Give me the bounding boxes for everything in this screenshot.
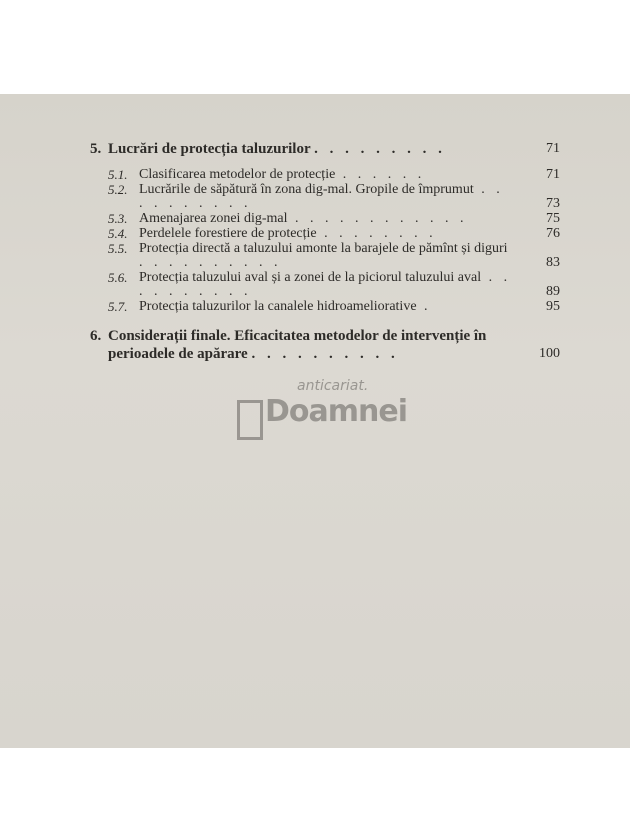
section-entry [108, 227, 560, 241]
books-icon [237, 400, 263, 440]
section-entry [108, 168, 560, 182]
section-entry [108, 242, 560, 270]
section-entry [108, 300, 560, 314]
chapter-page: 71 [546, 141, 560, 156]
section-title: Clasificarea metodelor de protecție [139, 167, 336, 182]
chapter-title: Lucrări de protecția taluzurilor [108, 141, 311, 157]
section-number: 5.1. [108, 167, 128, 182]
leader-dots: . . . . . . . . . . [139, 182, 504, 211]
chapter-number: 6. [90, 328, 102, 344]
leader-dots: . . . . . . [335, 167, 426, 182]
section-page: 89 [546, 284, 560, 299]
section-title: Amenajarea zonei dig-mal [139, 211, 288, 226]
chapter-title: Considerații finale. Eficacitatea metodelor de intervenție în perioadele de apărare [108, 328, 487, 362]
chapter-number: 5. [90, 141, 102, 157]
chapter-page: 100 [539, 346, 560, 361]
watermark-subtitle: anticariat. [297, 378, 369, 394]
section-entry [108, 183, 560, 211]
watermark-logo [237, 378, 417, 458]
section-page: 83 [546, 255, 560, 270]
section-number: 5.4. [108, 226, 128, 241]
section-page: 76 [546, 226, 560, 241]
leader-dots: . [416, 299, 432, 314]
table-of-contents [90, 140, 560, 373]
section-title: Protecția taluzurilor la canalele hidroameliorative [139, 299, 417, 314]
section-number: 5.7. [108, 299, 128, 314]
section-page: 73 [546, 196, 560, 211]
chapter-title-line [108, 327, 508, 363]
section-page: 75 [546, 211, 560, 226]
leader-dots: . . . . . . . . . [314, 141, 446, 157]
leader-dots: . . . . . . . . . . [139, 270, 512, 299]
section-title: Lucrările de săpătură în zona dig-mal. Gropile de împrumut [139, 182, 474, 197]
leader-dots: . . . . . . . . . . [251, 346, 399, 362]
section-page: 95 [546, 299, 560, 314]
leader-dots: . . . . . . . . [316, 226, 437, 241]
section-number: 5.3. [108, 211, 128, 226]
section-number: 5.5. [108, 241, 128, 256]
section-number: 5.2. [108, 182, 128, 197]
chapter-entry [90, 327, 560, 363]
section-entry [108, 271, 560, 299]
chapter-entry [90, 140, 560, 158]
section-title: Protecția directă a taluzului amonte la barajele de pămînt și diguri [139, 241, 508, 256]
watermark-brand: Doamnei [265, 394, 408, 429]
section-entry [108, 212, 560, 226]
section-title: Protecția taluzului aval și a zonei de la piciorul taluzului aval [139, 270, 482, 285]
chapter-title-line [108, 140, 508, 158]
section-page: 71 [546, 167, 560, 182]
leader-dots: . . . . . . . . . . [139, 255, 282, 270]
section-title: Perdelele forestiere de protecție [139, 226, 317, 241]
leader-dots: . . . . . . . . . . . . [287, 211, 468, 226]
section-number: 5.6. [108, 270, 128, 285]
